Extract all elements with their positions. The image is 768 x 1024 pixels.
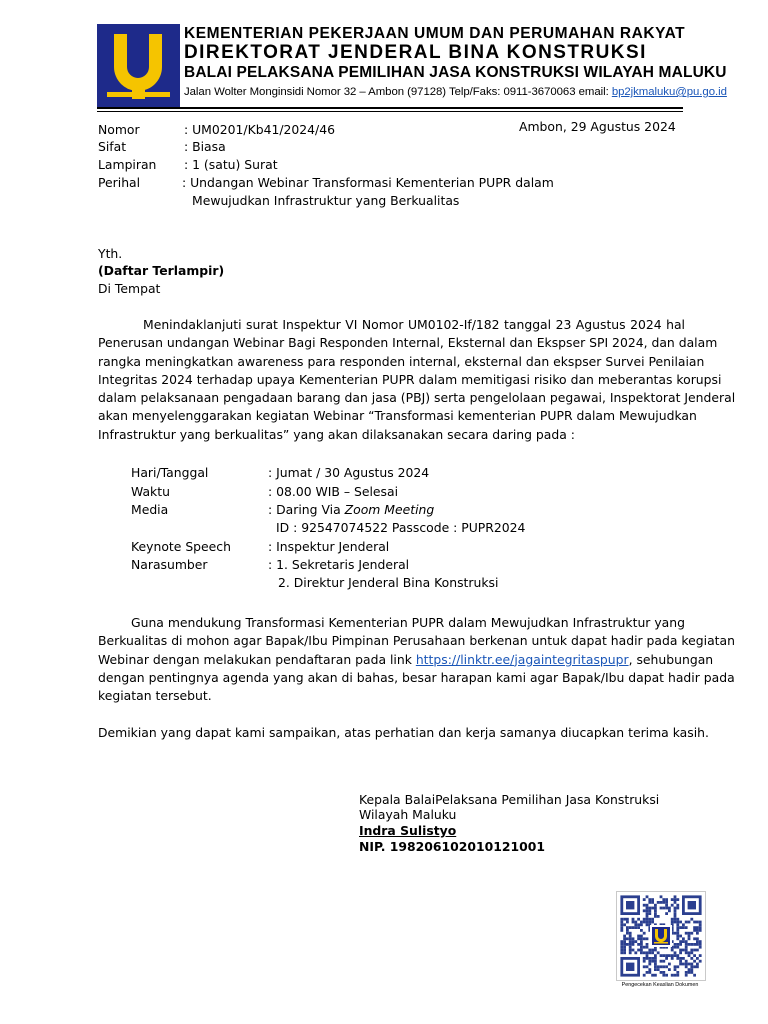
place-date: Ambon, 29 Agustus 2024 — [519, 119, 676, 134]
signer-title-2: Wilayah Maluku — [359, 807, 457, 822]
paragraph-line: Penerusan undangan Webinar Bagi Responden Internal, Eksternal dan Ekspser SPI 2024, dan dalam — [98, 335, 718, 351]
yth: Yth. — [98, 246, 123, 261]
paragraph-line: akan menyelenggarakan kegiatan Webinar “Transformasi kementerian PUPR dalam Mewujudkan — [98, 408, 697, 424]
lampiran-value: : 1 (satu) Surat — [184, 157, 278, 172]
perihal-value-1: : Undangan Webinar Transformasi Kementerian PUPR dalam — [182, 175, 554, 190]
waktu-label: Waktu — [131, 484, 170, 499]
letterhead-rule-thin — [97, 111, 683, 112]
paragraph-intro — [98, 316, 736, 444]
office-name: BALAI PELAKSANA PEMILIHAN JASA KONSTRUKSI WILAYAH MALUKU — [184, 64, 727, 81]
directorate-name: DIREKTORAT JENDERAL BINA KONSTRUKSI — [184, 42, 647, 63]
nomor-label: Nomor — [98, 122, 140, 137]
signer-nip: NIP. 198206102010121001 — [359, 839, 545, 854]
sifat-value: : Biasa — [184, 139, 226, 154]
meeting-id: ID : 92547074522 Passcode : PUPR2024 — [276, 520, 526, 535]
media-label: Media — [131, 502, 169, 517]
paragraph-line: Berkualitas di mohon agar Bapak/Ibu Pimpinan Perusahaan berkenan untuk dapat hadir pada kegiatan — [98, 633, 735, 649]
hari-value: : Jumat / 30 Agustus 2024 — [268, 465, 430, 480]
paragraph-line: Menindaklanjuti surat Inspektur VI Nomor UM0102-If/182 tanggal 23 Agustus 2024 hal — [143, 317, 685, 332]
ministry-name: KEMENTERIAN PEKERJAAN UMUM DAN PERUMAHAN RAKYAT — [184, 25, 686, 42]
qr-caption: Pengecekan Keaslian Dokumen — [621, 982, 699, 988]
addressee-list: (Daftar Terlampir) — [98, 263, 225, 278]
link-lead-text: Webinar dengan melakukan pendaftaran pada link — [98, 651, 416, 667]
media-prefix: : Daring Via — [268, 502, 345, 517]
signer-name: Indra Sulistyo — [359, 823, 457, 838]
address-text: Jalan Wolter Monginsidi Nomor 32 – Ambon (97128) Telp/Faks: 0911-3670063 email: — [184, 86, 612, 98]
paragraph-registration — [98, 614, 735, 705]
paragraph-line: rangka meningkatkan awareness para responden internal, eksternal dan ekspser Survei Penilaian — [98, 353, 705, 369]
narasumber-label: Narasumber — [131, 557, 208, 572]
sifat-label: Sifat — [98, 139, 127, 154]
addressee-place: Di Tempat — [98, 281, 161, 296]
nomor-value: : UM0201/Kb41/2024/46 — [184, 122, 335, 137]
office-address — [184, 86, 727, 98]
pupr-emblem-icon — [97, 24, 180, 107]
keynote-label: Keynote Speech — [131, 539, 231, 554]
pupr-emblem-icon — [650, 925, 672, 947]
letterhead-rule — [97, 107, 683, 109]
paragraph-line: kegiatan tersebut. — [98, 688, 212, 704]
paragraph-line: dalam pelaksanaan pengadaan barang dan jasa (PBJ) serta pengelolaan pegawai, Inspektorat Jenderal — [98, 390, 736, 406]
signer-title-1: Kepala BalaiPelaksana Pemilihan Jasa Konstruksi — [359, 792, 660, 807]
pupr-logo — [97, 24, 180, 107]
lampiran-label: Lampiran — [98, 157, 157, 172]
narasumber-1: : 1. Sekretaris Jenderal — [268, 557, 410, 572]
paragraph-line: dengan pentingnya agenda yang akan di bahas, besar harapan kami agar Bapak/Ibu dapat hadir pada — [98, 669, 735, 685]
qr-center-logo — [650, 925, 672, 947]
narasumber-2: 2. Direktur Jenderal Bina Konstruksi — [278, 575, 499, 590]
media-value — [268, 501, 434, 519]
paragraph-line: Infrastruktur yang berkualitas” yang akan dilaksanakan secara daring pada : — [98, 426, 575, 442]
verification-qr-code — [616, 891, 706, 981]
paragraph-line: Integritas 2024 terhadap upaya Kementerian PUPR dalam memitigasi risiko dan meberantas korupsi — [98, 371, 722, 387]
perihal-label: Perihal — [98, 175, 141, 190]
perihal-value-2: Mewujudkan Infrastruktur yang Berkualitas — [192, 193, 460, 208]
waktu-value: : 08.00 WIB – Selesai — [268, 484, 399, 499]
paragraph-line: Guna mendukung Transformasi Kementerian PUPR dalam Mewujudkan Infrastruktur yang — [131, 615, 685, 630]
link-trail-text: , sehubungan — [628, 651, 714, 667]
email-link[interactable]: bp2jkmaluku@pu.go.id — [611, 86, 727, 98]
keynote-value: : Inspektur Jenderal — [268, 539, 390, 554]
paragraph-line-with-link — [98, 651, 714, 669]
hari-label: Hari/Tanggal — [131, 465, 209, 480]
closing-text: Demikian yang dapat kami sampaikan, atas perhatian dan kerja samanya diucapkan terima kasih. — [98, 725, 709, 740]
registration-link[interactable]: https://linktr.ee/jagaintegritaspupr — [415, 651, 629, 667]
media-platform: Zoom Meeting — [344, 502, 435, 517]
